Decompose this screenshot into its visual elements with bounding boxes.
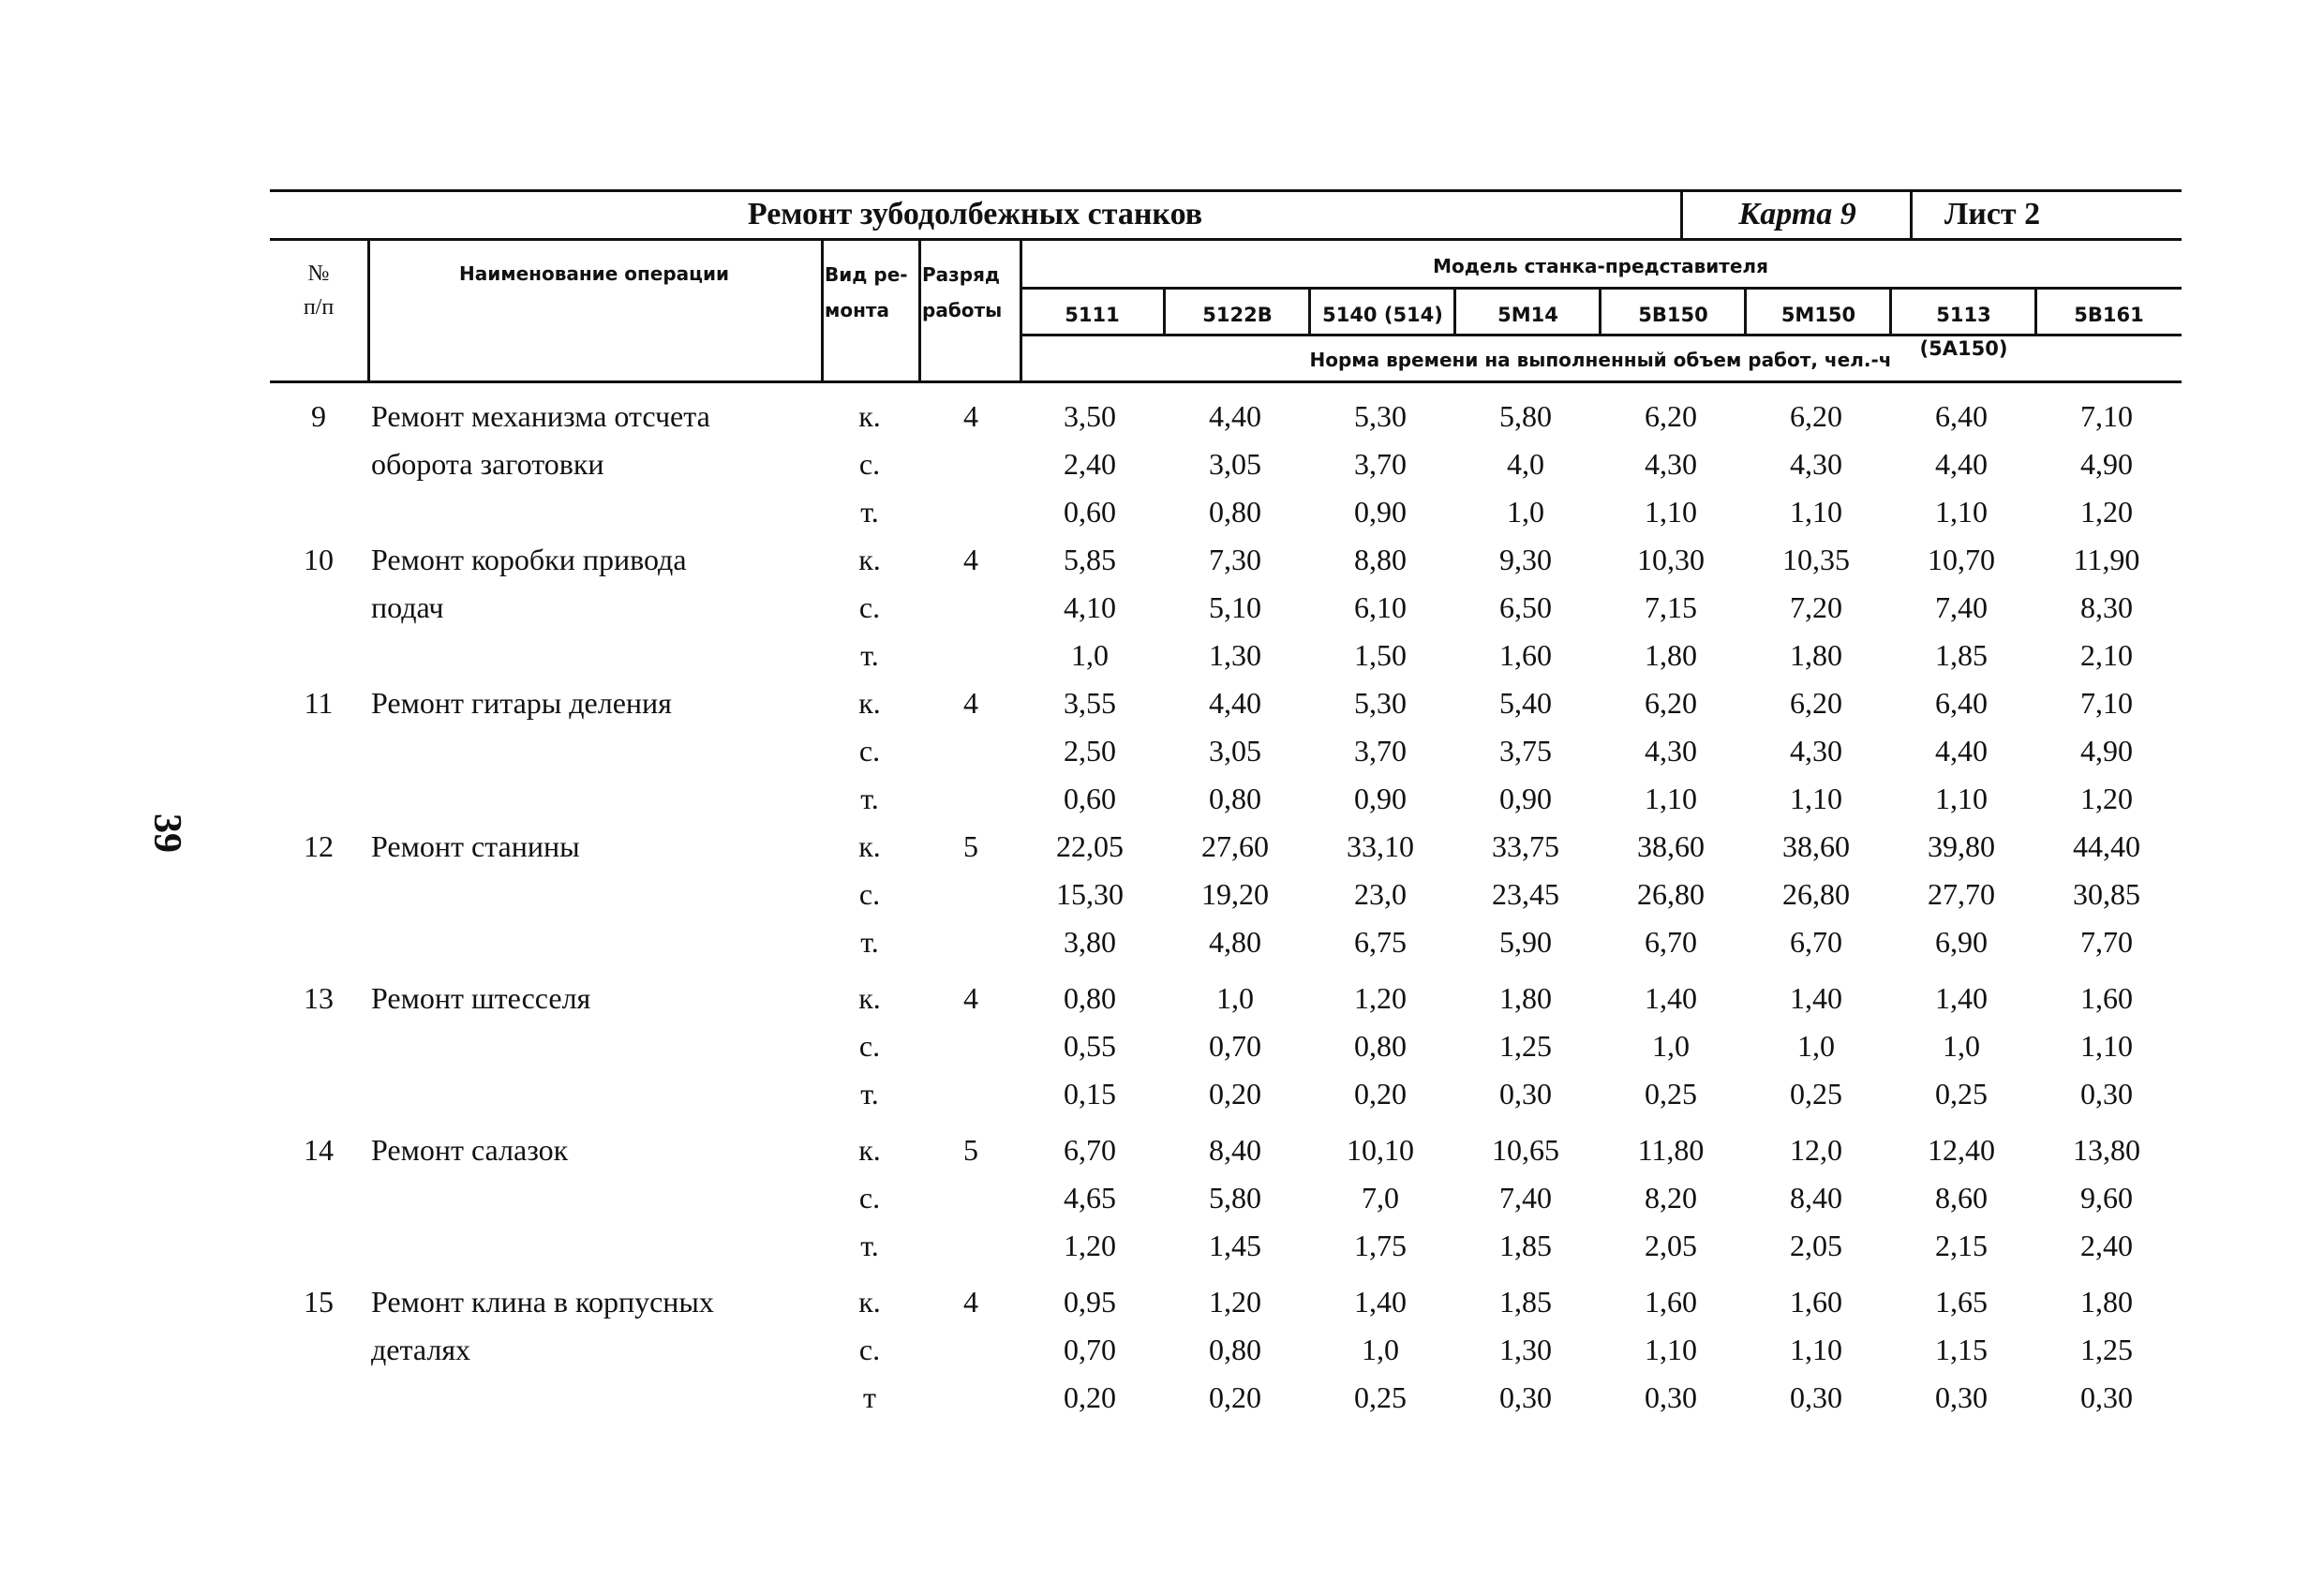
operation-name: Ремонт гитары деления — [371, 686, 672, 720]
norm-value: 1,10 — [1790, 782, 1842, 815]
norm-value: 30,85 — [2073, 877, 2140, 911]
norm-value: 0,80 — [1209, 495, 1261, 529]
norm-value: 19,20 — [1201, 877, 1269, 911]
col-divider-type — [918, 238, 921, 380]
work-grade: 5 — [963, 1133, 978, 1167]
norm-value: 0,20 — [1354, 1077, 1407, 1111]
repair-type: т. — [860, 925, 879, 959]
operation-name: оборота заготовки — [371, 447, 604, 481]
norm-value: 0,30 — [1499, 1077, 1552, 1111]
column-grade: Разряд работы — [922, 263, 1003, 321]
column-num: № п/п — [303, 261, 335, 320]
column-operation: Наименование операции — [458, 262, 730, 285]
row-number: 10 — [304, 543, 334, 576]
norm-value: 13,80 — [2073, 1133, 2140, 1167]
norm-value: 6,70 — [1645, 925, 1697, 959]
norm-value: 7,70 — [2080, 925, 2133, 959]
norm-value: 0,80 — [1209, 782, 1261, 815]
norm-value: 1,80 — [2080, 1285, 2133, 1319]
norm-value: 10,70 — [1928, 543, 1995, 576]
model-header: 5В150 — [1638, 304, 1708, 326]
norm-value: 33,10 — [1347, 829, 1414, 863]
operation-name: Ремонт штесселя — [371, 981, 591, 1015]
norm-value: 1,20 — [1064, 1229, 1116, 1262]
norm-value: 0,30 — [1935, 1380, 1988, 1414]
norm-value: 4,90 — [2080, 734, 2133, 768]
norm-value: 8,80 — [1354, 543, 1407, 576]
norm-value: 4,30 — [1645, 447, 1697, 481]
norm-value: 2,40 — [2080, 1229, 2133, 1262]
norm-value: 0,30 — [1645, 1380, 1697, 1414]
norm-value: 0,90 — [1499, 782, 1552, 815]
norm-value: 0,20 — [1209, 1077, 1261, 1111]
norm-value: 1,85 — [1499, 1285, 1552, 1319]
norm-value: 7,20 — [1790, 590, 1842, 624]
norm-value: 4,0 — [1507, 447, 1544, 481]
repair-type: с. — [858, 734, 881, 768]
norm-value: 7,15 — [1645, 590, 1697, 624]
norm-value: 4,40 — [1935, 447, 1988, 481]
norm-value: 10,30 — [1637, 543, 1705, 576]
repair-type: с. — [858, 877, 881, 911]
norm-value: 27,60 — [1201, 829, 1269, 863]
norm-value: 1,60 — [1499, 638, 1552, 672]
norm-value: 0,70 — [1209, 1029, 1261, 1063]
norm-value: 23,0 — [1354, 877, 1407, 911]
norm-value: 0,20 — [1209, 1380, 1261, 1414]
models-title: Модель станка-представителя — [1433, 255, 1768, 277]
model-header: 5М150 — [1780, 304, 1856, 326]
repair-type: с. — [858, 1029, 881, 1063]
norm-value: 3,80 — [1064, 925, 1116, 959]
norm-value: 1,15 — [1935, 1333, 1988, 1366]
norm-value: 3,05 — [1209, 734, 1261, 768]
norm-value: 6,40 — [1935, 399, 1988, 433]
model-divider — [1163, 287, 1166, 334]
repair-type: с. — [858, 1181, 881, 1215]
norm-value: 1,60 — [1645, 1285, 1697, 1319]
norm-value: 10,35 — [1782, 543, 1850, 576]
title-divider — [1680, 189, 1683, 238]
model-header: 5111 — [1065, 304, 1120, 326]
norm-value: 3,75 — [1499, 734, 1552, 768]
norm-value: 0,20 — [1064, 1380, 1116, 1414]
operation-name: подач — [371, 590, 444, 624]
repair-type: к. — [858, 981, 881, 1015]
repair-type: с. — [858, 1333, 881, 1366]
operation-name: Ремонт механизма отсчета — [371, 399, 710, 433]
norm-value: 1,10 — [1935, 782, 1988, 815]
norm-value: 15,30 — [1056, 877, 1124, 911]
norm-value: 1,0 — [1652, 1029, 1690, 1063]
model-header: 5140 (514) — [1322, 304, 1443, 326]
norm-value: 8,60 — [1935, 1181, 1988, 1215]
repair-type: к. — [858, 686, 881, 720]
norm-value: 0,30 — [2080, 1077, 2133, 1111]
norm-value: 1,20 — [1354, 981, 1407, 1015]
norm-value: 1,80 — [1499, 981, 1552, 1015]
norm-value: 6,20 — [1790, 399, 1842, 433]
norm-value: 4,65 — [1064, 1181, 1116, 1215]
norm-value: 1,0 — [1797, 1029, 1835, 1063]
norm-value: 3,50 — [1064, 399, 1116, 433]
norm-value: 5,30 — [1354, 686, 1407, 720]
norm-value: 26,80 — [1782, 877, 1850, 911]
norm-value: 4,10 — [1064, 590, 1116, 624]
norm-value: 1,20 — [2080, 782, 2133, 815]
norm-value: 7,10 — [2080, 399, 2133, 433]
norm-value: 6,40 — [1935, 686, 1988, 720]
norm-value: 2,40 — [1064, 447, 1116, 481]
norm-value: 33,75 — [1492, 829, 1559, 863]
repair-type: с. — [858, 590, 881, 624]
norm-value: 1,10 — [1790, 1333, 1842, 1366]
norm-value: 1,10 — [2080, 1029, 2133, 1063]
norm-value: 6,90 — [1935, 925, 1988, 959]
norm-value: 11,80 — [1637, 1133, 1705, 1167]
norm-value: 0,95 — [1064, 1285, 1116, 1319]
norm-value: 0,25 — [1645, 1077, 1697, 1111]
norm-value: 5,10 — [1209, 590, 1261, 624]
norm-value: 0,25 — [1935, 1077, 1988, 1111]
norm-value: 1,20 — [1209, 1285, 1261, 1319]
norm-value: 0,25 — [1790, 1077, 1842, 1111]
norm-value: 0,90 — [1354, 495, 1407, 529]
norm-value: 6,75 — [1354, 925, 1407, 959]
norm-value: 6,70 — [1064, 1133, 1116, 1167]
norm-value: 1,40 — [1935, 981, 1988, 1015]
model-divider — [2034, 287, 2037, 334]
norm-value: 0,60 — [1064, 495, 1116, 529]
norm-value: 4,30 — [1790, 447, 1842, 481]
norm-value: 6,20 — [1790, 686, 1842, 720]
norm-value: 6,20 — [1645, 686, 1697, 720]
norm-value: 8,30 — [2080, 590, 2133, 624]
norm-value: 1,85 — [1935, 638, 1988, 672]
header-bottom-rule — [270, 380, 2182, 383]
norm-value: 1,10 — [1645, 782, 1697, 815]
norm-value: 1,10 — [1645, 495, 1697, 529]
norm-value: 1,75 — [1354, 1229, 1407, 1262]
norm-value: 3,55 — [1064, 686, 1116, 720]
norm-value: 1,30 — [1499, 1333, 1552, 1366]
row-number: 13 — [304, 981, 334, 1015]
repair-type: к. — [858, 1133, 881, 1167]
norm-value: 9,60 — [2080, 1181, 2133, 1215]
norm-value: 0,80 — [1354, 1029, 1407, 1063]
norm-value: 2,05 — [1790, 1229, 1842, 1262]
norm-value: 1,25 — [2080, 1333, 2133, 1366]
norm-value: 0,30 — [1499, 1380, 1552, 1414]
operation-name: деталях — [371, 1333, 471, 1366]
operation-name: Ремонт станины — [371, 829, 580, 863]
repair-type: к. — [858, 399, 881, 433]
work-grade: 5 — [963, 829, 978, 863]
repair-type: т. — [860, 1229, 879, 1262]
work-grade: 4 — [963, 981, 978, 1015]
norm-value: 9,30 — [1499, 543, 1552, 576]
repair-type: к. — [858, 829, 881, 863]
norm-value: 22,05 — [1056, 829, 1124, 863]
card-number: Карта 9 — [1738, 197, 1856, 231]
norm-value: 1,80 — [1645, 638, 1697, 672]
norm-value: 0,15 — [1064, 1077, 1116, 1111]
norm-title: Норма времени на выполненный объем работ, чел.-ч — [1309, 349, 1892, 371]
norm-value: 3,70 — [1354, 734, 1407, 768]
norm-value: 4,30 — [1645, 734, 1697, 768]
norm-value: 4,40 — [1209, 686, 1261, 720]
model-divider — [1889, 287, 1892, 334]
operation-name: Ремонт клина в корпусных — [371, 1285, 714, 1319]
norm-value: 5,90 — [1499, 925, 1552, 959]
norm-value: 5,40 — [1499, 686, 1552, 720]
row-number: 15 — [304, 1285, 334, 1319]
repair-type: к. — [858, 1285, 881, 1319]
model-header: 5122В — [1202, 304, 1273, 326]
norm-value: 3,05 — [1209, 447, 1261, 481]
norm-value: 5,85 — [1064, 543, 1116, 576]
norm-value: 7,10 — [2080, 686, 2133, 720]
norm-value: 7,30 — [1209, 543, 1261, 576]
norm-value: 1,0 — [1216, 981, 1254, 1015]
norm-value: 7,40 — [1935, 590, 1988, 624]
norm-value: 5,80 — [1499, 399, 1552, 433]
norm-value: 1,85 — [1499, 1229, 1552, 1262]
column-repair-type: Вид ре- монта — [825, 263, 908, 321]
norm-value: 0,25 — [1354, 1380, 1407, 1414]
norm-value: 1,0 — [1507, 495, 1544, 529]
norm-value: 5,30 — [1354, 399, 1407, 433]
card-divider — [1910, 189, 1913, 238]
norm-value: 1,80 — [1790, 638, 1842, 672]
norm-value: 26,80 — [1637, 877, 1705, 911]
model-header: 5М14 — [1497, 304, 1558, 326]
norm-value: 4,90 — [2080, 447, 2133, 481]
norm-value: 10,65 — [1492, 1133, 1559, 1167]
norm-value: 5,80 — [1209, 1181, 1261, 1215]
norm-value: 44,40 — [2073, 829, 2140, 863]
norm-value: 1,25 — [1499, 1029, 1552, 1063]
norm-value: 1,40 — [1645, 981, 1697, 1015]
norm-value: 8,40 — [1790, 1181, 1842, 1215]
norm-value: 11,90 — [2073, 543, 2140, 576]
norm-value: 1,60 — [1790, 1285, 1842, 1319]
norm-value: 0,80 — [1209, 1333, 1261, 1366]
norm-value: 6,20 — [1645, 399, 1697, 433]
norm-value: 7,0 — [1362, 1181, 1399, 1215]
sheet-number: Лист 2 — [1944, 197, 2041, 231]
norm-value: 12,0 — [1790, 1133, 1842, 1167]
norm-value: 12,40 — [1928, 1133, 1995, 1167]
norm-value: 0,80 — [1064, 981, 1116, 1015]
norm-value: 1,60 — [2080, 981, 2133, 1015]
norm-value: 39,80 — [1928, 829, 1995, 863]
norm-value: 4,30 — [1790, 734, 1842, 768]
card-title: Ремонт зубодолбежных станков — [747, 197, 1203, 231]
norm-value: 4,40 — [1935, 734, 1988, 768]
norm-value: 2,50 — [1064, 734, 1116, 768]
repair-type: с. — [858, 447, 881, 481]
page-number: 39 — [145, 813, 188, 853]
row-number: 9 — [311, 399, 326, 433]
repair-type: т. — [860, 638, 879, 672]
norm-value: 1,10 — [1935, 495, 1988, 529]
work-grade: 4 — [963, 399, 978, 433]
model-header: 5В161 — [2074, 304, 2144, 326]
norm-value: 4,40 — [1209, 399, 1261, 433]
norm-value: 8,40 — [1209, 1133, 1261, 1167]
row-number: 12 — [304, 829, 334, 863]
norm-value: 4,80 — [1209, 925, 1261, 959]
repair-type: т — [863, 1380, 876, 1414]
norm-value: 1,0 — [1362, 1333, 1399, 1366]
norm-value: 0,55 — [1064, 1029, 1116, 1063]
norm-value: 0,60 — [1064, 782, 1116, 815]
norm-value: 1,20 — [2080, 495, 2133, 529]
norm-value: 1,0 — [1071, 638, 1109, 672]
norm-value: 38,60 — [1782, 829, 1850, 863]
repair-type: т. — [860, 1077, 879, 1111]
norm-value: 1,50 — [1354, 638, 1407, 672]
norm-value: 6,70 — [1790, 925, 1842, 959]
norm-value: 23,45 — [1492, 877, 1559, 911]
row-number: 11 — [304, 686, 334, 720]
model-header: 5113 (5А150) — [1919, 304, 2008, 360]
norm-value: 1,10 — [1790, 495, 1842, 529]
row-number: 14 — [304, 1133, 334, 1167]
operation-name: Ремонт коробки привода — [371, 543, 687, 576]
work-grade: 4 — [963, 1285, 978, 1319]
repair-type: т. — [860, 782, 879, 815]
header-rule — [270, 238, 2182, 241]
norm-value: 1,45 — [1209, 1229, 1261, 1262]
norm-value: 0,90 — [1354, 782, 1407, 815]
norm-value: 1,30 — [1209, 638, 1261, 672]
norm-value: 1,40 — [1354, 1285, 1407, 1319]
norm-value: 2,15 — [1935, 1229, 1988, 1262]
norm-value: 27,70 — [1928, 877, 1995, 911]
col-divider-op — [821, 238, 824, 380]
norm-value: 8,20 — [1645, 1181, 1697, 1215]
work-grade: 4 — [963, 543, 978, 576]
top-rule — [270, 189, 2182, 192]
norm-value: 2,10 — [2080, 638, 2133, 672]
norm-value: 0,30 — [1790, 1380, 1842, 1414]
norm-value: 38,60 — [1637, 829, 1705, 863]
norm-value: 10,10 — [1347, 1133, 1414, 1167]
norm-value: 0,70 — [1064, 1333, 1116, 1366]
repair-type: т. — [860, 495, 879, 529]
norm-value: 6,10 — [1354, 590, 1407, 624]
model-divider — [1744, 287, 1747, 334]
model-divider — [1599, 287, 1601, 334]
norm-value: 0,30 — [2080, 1380, 2133, 1414]
norm-value: 2,05 — [1645, 1229, 1697, 1262]
repair-type: к. — [858, 543, 881, 576]
norm-value: 1,65 — [1935, 1285, 1988, 1319]
norm-value: 3,70 — [1354, 447, 1407, 481]
model-divider — [1308, 287, 1311, 334]
work-grade: 4 — [963, 686, 978, 720]
norm-value: 6,50 — [1499, 590, 1552, 624]
norm-value: 7,40 — [1499, 1181, 1552, 1215]
model-divider — [1453, 287, 1456, 334]
norm-value: 1,40 — [1790, 981, 1842, 1015]
operation-name: Ремонт салазок — [371, 1133, 569, 1167]
norm-value: 1,10 — [1645, 1333, 1697, 1366]
norm-value: 1,0 — [1943, 1029, 1980, 1063]
